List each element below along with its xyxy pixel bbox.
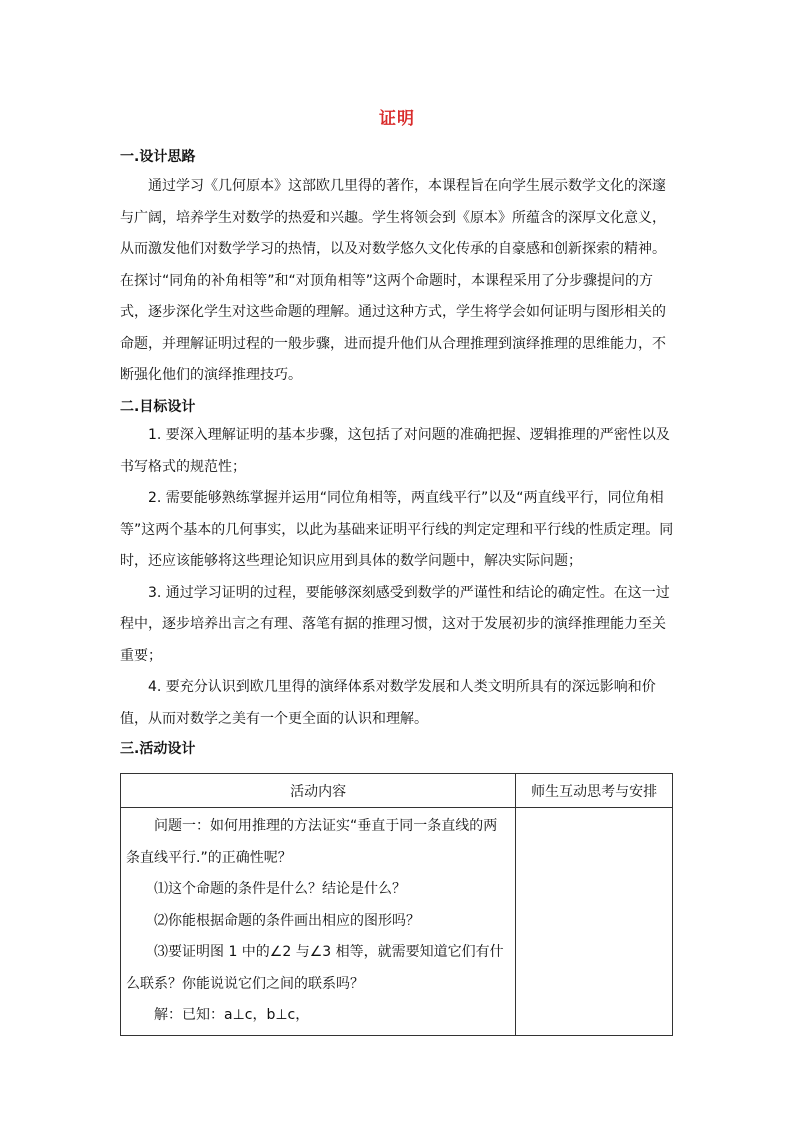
activity-line-3: ⑵你能根据命题的条件画出相应的图形吗？ [154,912,420,929]
activity-content-cell [121,808,516,1036]
table-header-content: 活动内容 [121,774,516,808]
activity-line-5: 解：已知：a⊥c，b⊥c， [154,1007,310,1023]
activity-line-4: ⑶要证明图 1 中的∠2 与∠3 相等，就需要知道它们有什么联系？你能说说它们之间的联系吗？ [126,944,504,992]
activity-line-1: 问题一：如何用推理的方法证实“垂直于同一条直线的两条直线平行.”的正确性呢？ [126,818,498,866]
document-title: 证明 [379,109,415,129]
goal-item-1: 1. 要深入理解证明的基本步骤，这包括了对问题的准确把握、逻辑推理的严密性以及书写格式的规范性； [120,427,670,475]
goal-item-2: 2. 需要能够熟练掌握并运用“同位角相等，两直线平行”以及“两直线平行，同位角相等”这两个基本的几何事实，以此为基础来证明平行线的判定定理和平行线的性质定理。同时，还应该能够将这些理论知识应用到具体的数学问题中，解决实际问题； [120,490,674,569]
table-header-row [121,774,673,808]
activity-line-2: ⑴这个命题的条件是什么？结论是什么？ [154,881,406,897]
goal-item-4: 4. 要充分认识到欧几里得的演绎体系对数学发展和人类文明所具有的深远影响和价值，从而对数学之美有一个更全面的认识和理解。 [120,679,656,727]
section-heading-design: 一.设计思路 [120,149,196,165]
goals-list [120,420,674,735]
section-heading-activity: 三.活动设计 [120,741,196,757]
section-heading-goals: 二.目标设计 [120,399,196,415]
design-text: 通过学习《几何原本》这部欧几里得的著作，本课程旨在向学生展示数学文化的深邃与广阔，培养学生对数学的热爱和兴趣。学生将领会到《原本》所蕴含的深厚文化意义，从而激发他们对数学学习的热情，以及对数学悠久文化传承的自豪感和创新探索的精神。在探讨“同角的补角相等”和“对顶角相等”这两个命题时，本课程采用了分步骤提问的方式，逐步深化学生对这些命题的理解。通过这种方式，学生将学会如何证明与图形相关的命题，并理解证明过程的一般步骤，进而提升他们从合理推理到演绎推理的思维能力，不断强化他们的演绎推理技巧。 [120,178,666,383]
table-row [121,808,673,1036]
goal-item-3: 3. 通过学习证明的过程，要能够深刻感受到数学的严谨性和结论的确定性。在这一过程中，逐步培养出言之有理、落笔有据的推理习惯，这对于发展初步的演绎推理能力至关重要； [120,584,670,664]
activity-table [120,773,673,1036]
design-paragraph [120,171,674,392]
table-header-notes: 师生互动思考与安排 [516,774,673,808]
activity-notes-cell [516,808,673,1036]
